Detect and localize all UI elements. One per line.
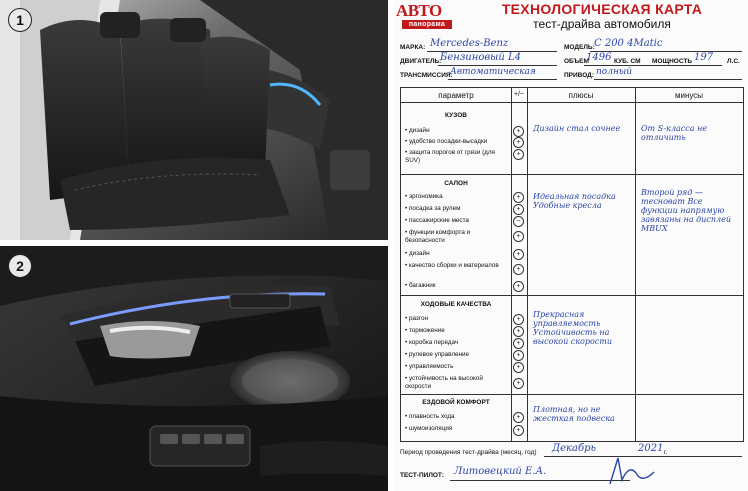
section-divider bbox=[401, 174, 743, 175]
engine-line bbox=[438, 65, 557, 66]
rating-symbol: + bbox=[513, 281, 524, 292]
param-item: • управляемость bbox=[405, 363, 454, 370]
param-item: • шумоизоляция bbox=[405, 425, 453, 432]
rating-symbol: + bbox=[513, 412, 524, 423]
power-value: 197 bbox=[694, 52, 714, 63]
drive-value: полный bbox=[596, 67, 632, 77]
param-item: • дизайн bbox=[405, 250, 430, 257]
pilot-line bbox=[450, 480, 630, 481]
test-drive-card bbox=[394, 0, 748, 491]
power-label: МОЩНОСТЬ bbox=[652, 58, 693, 65]
rating-symbol: + bbox=[513, 338, 524, 349]
card-subtitle: тест-драйва автомобиля bbox=[533, 17, 671, 31]
engine-label: ДВИГАТЕЛЬ: bbox=[400, 58, 442, 65]
minus-note: От S-класса не отличить bbox=[641, 124, 708, 142]
param-item: • рулевое управление bbox=[405, 351, 470, 358]
period-year-suffix: г. bbox=[664, 449, 668, 456]
param-item: • пассажирские места bbox=[405, 217, 469, 224]
volume-value: 1496 bbox=[586, 52, 612, 63]
drive-line bbox=[594, 79, 742, 80]
rating-symbol: + bbox=[513, 231, 524, 242]
rating-symbol: + bbox=[513, 378, 524, 389]
period-year: 2021 bbox=[638, 443, 664, 454]
param-item: • плавность хода bbox=[405, 413, 455, 420]
rating-symbol: + bbox=[513, 425, 524, 436]
period-label: Период проведения тест-драйва (месяц, год) bbox=[400, 449, 537, 456]
rating-symbol: + bbox=[513, 149, 524, 160]
section-divider bbox=[401, 295, 743, 296]
avtopanorama-logo bbox=[396, 1, 452, 31]
model-line bbox=[590, 51, 742, 52]
plus-note: Дизайн стал сочнее bbox=[533, 124, 621, 133]
brand-value: Mercedes-Benz bbox=[430, 38, 509, 49]
rating-symbol: + bbox=[513, 314, 524, 325]
volume-label: ОБЪЕМ bbox=[564, 58, 589, 65]
pilot-label: ТЕСТ-ПИЛОТ: bbox=[400, 472, 444, 479]
table-col-divider bbox=[511, 88, 512, 441]
param-item: • удобство посадки-высадки bbox=[405, 138, 488, 145]
param-item: • эргономика bbox=[405, 193, 443, 200]
rating-symbol: + bbox=[513, 192, 524, 203]
period-month: Декабрь bbox=[552, 443, 596, 454]
volume-unit: КУБ. СМ bbox=[614, 58, 641, 65]
rating-symbol: + bbox=[513, 137, 524, 148]
rating-symbol: + bbox=[513, 126, 524, 137]
col-header-param: параметр bbox=[438, 91, 474, 100]
col-header-minus: минусы bbox=[674, 91, 704, 100]
volume-power-line bbox=[584, 65, 722, 66]
param-item: • коробка передач bbox=[405, 339, 459, 346]
table-col-divider bbox=[635, 88, 636, 441]
rating-symbol: + bbox=[513, 249, 524, 260]
param-item: • защита порогов от грязи (для SUV) bbox=[405, 149, 495, 164]
model-value: C 200 4Matic bbox=[594, 38, 663, 49]
section-title: ХОДОВЫЕ КАЧЕСТВА bbox=[420, 301, 492, 308]
transmission-line bbox=[448, 79, 557, 80]
card-header bbox=[394, 0, 748, 34]
param-item: • торможение bbox=[405, 327, 445, 334]
photo-number-badge: 2 bbox=[8, 254, 32, 278]
plus-note: Прекрасная управляемость Устойчивость на высокой скорости bbox=[533, 310, 612, 346]
transmission-value: Автоматическая bbox=[450, 67, 536, 77]
plus-note: Идеальная посадка Удобные кресла bbox=[533, 192, 616, 210]
table-col-divider bbox=[527, 88, 528, 441]
rating-symbol: + bbox=[513, 350, 524, 361]
card-title: ТЕХНОЛОГИЧЕСКАЯ КАРТА bbox=[501, 1, 703, 17]
plus-note: Плотная, но не жесткая подвеска bbox=[533, 405, 615, 423]
section-title: ЕЗДОВОЙ КОМФОРТ bbox=[422, 399, 490, 406]
param-item: • багажник bbox=[405, 282, 436, 289]
power-unit: Л.С. bbox=[727, 58, 740, 65]
col-header-plus: плюсы bbox=[568, 91, 594, 100]
rating-symbol: + bbox=[513, 326, 524, 337]
param-item: • дизайн bbox=[405, 127, 430, 134]
pilot-name: Литовецкий Е.А. bbox=[454, 466, 547, 477]
rear-seat-image bbox=[0, 0, 388, 240]
col-header-pm: +/− bbox=[513, 91, 525, 98]
evaluation-table bbox=[400, 87, 744, 442]
rating-symbol: + bbox=[513, 204, 524, 215]
param-item: • посадка за рулем bbox=[405, 205, 461, 212]
section-divider bbox=[401, 394, 743, 395]
param-item: • разгон bbox=[405, 315, 428, 322]
logo-top: АВТО bbox=[396, 1, 442, 20]
photo-number-badge: 1 bbox=[8, 8, 32, 32]
brand-label: МАРКА: bbox=[400, 44, 426, 51]
param-item: • качество сборки и материалов bbox=[405, 262, 499, 269]
transmission-label: ТРАНСМИССИЯ: bbox=[400, 72, 453, 79]
rating-symbol: − bbox=[513, 216, 524, 227]
rating-symbol: + bbox=[513, 264, 524, 275]
model-label: МОДЕЛЬ: bbox=[564, 44, 595, 51]
pilot-signature bbox=[608, 454, 658, 488]
param-item: • устойчивость на высокой скорости bbox=[405, 375, 483, 390]
drive-label: ПРИВОД: bbox=[564, 72, 594, 79]
door-panel-image bbox=[0, 246, 388, 491]
section-title: САЛОН bbox=[444, 180, 468, 187]
table-header-line bbox=[401, 102, 743, 103]
logo-bottom: панорама bbox=[402, 20, 452, 29]
rating-symbol: + bbox=[513, 362, 524, 373]
minus-note: Второй ряд — тесноват Все функции напрямую завязаны на дисплей MBUX bbox=[641, 188, 731, 233]
section-title: КУЗОВ bbox=[445, 112, 467, 119]
rear-seat-photo bbox=[0, 0, 388, 240]
door-panel-photo bbox=[0, 246, 388, 491]
engine-value: Бензиновый L4 bbox=[440, 52, 521, 63]
param-item: • функции комфорта и безопасности bbox=[405, 229, 471, 244]
